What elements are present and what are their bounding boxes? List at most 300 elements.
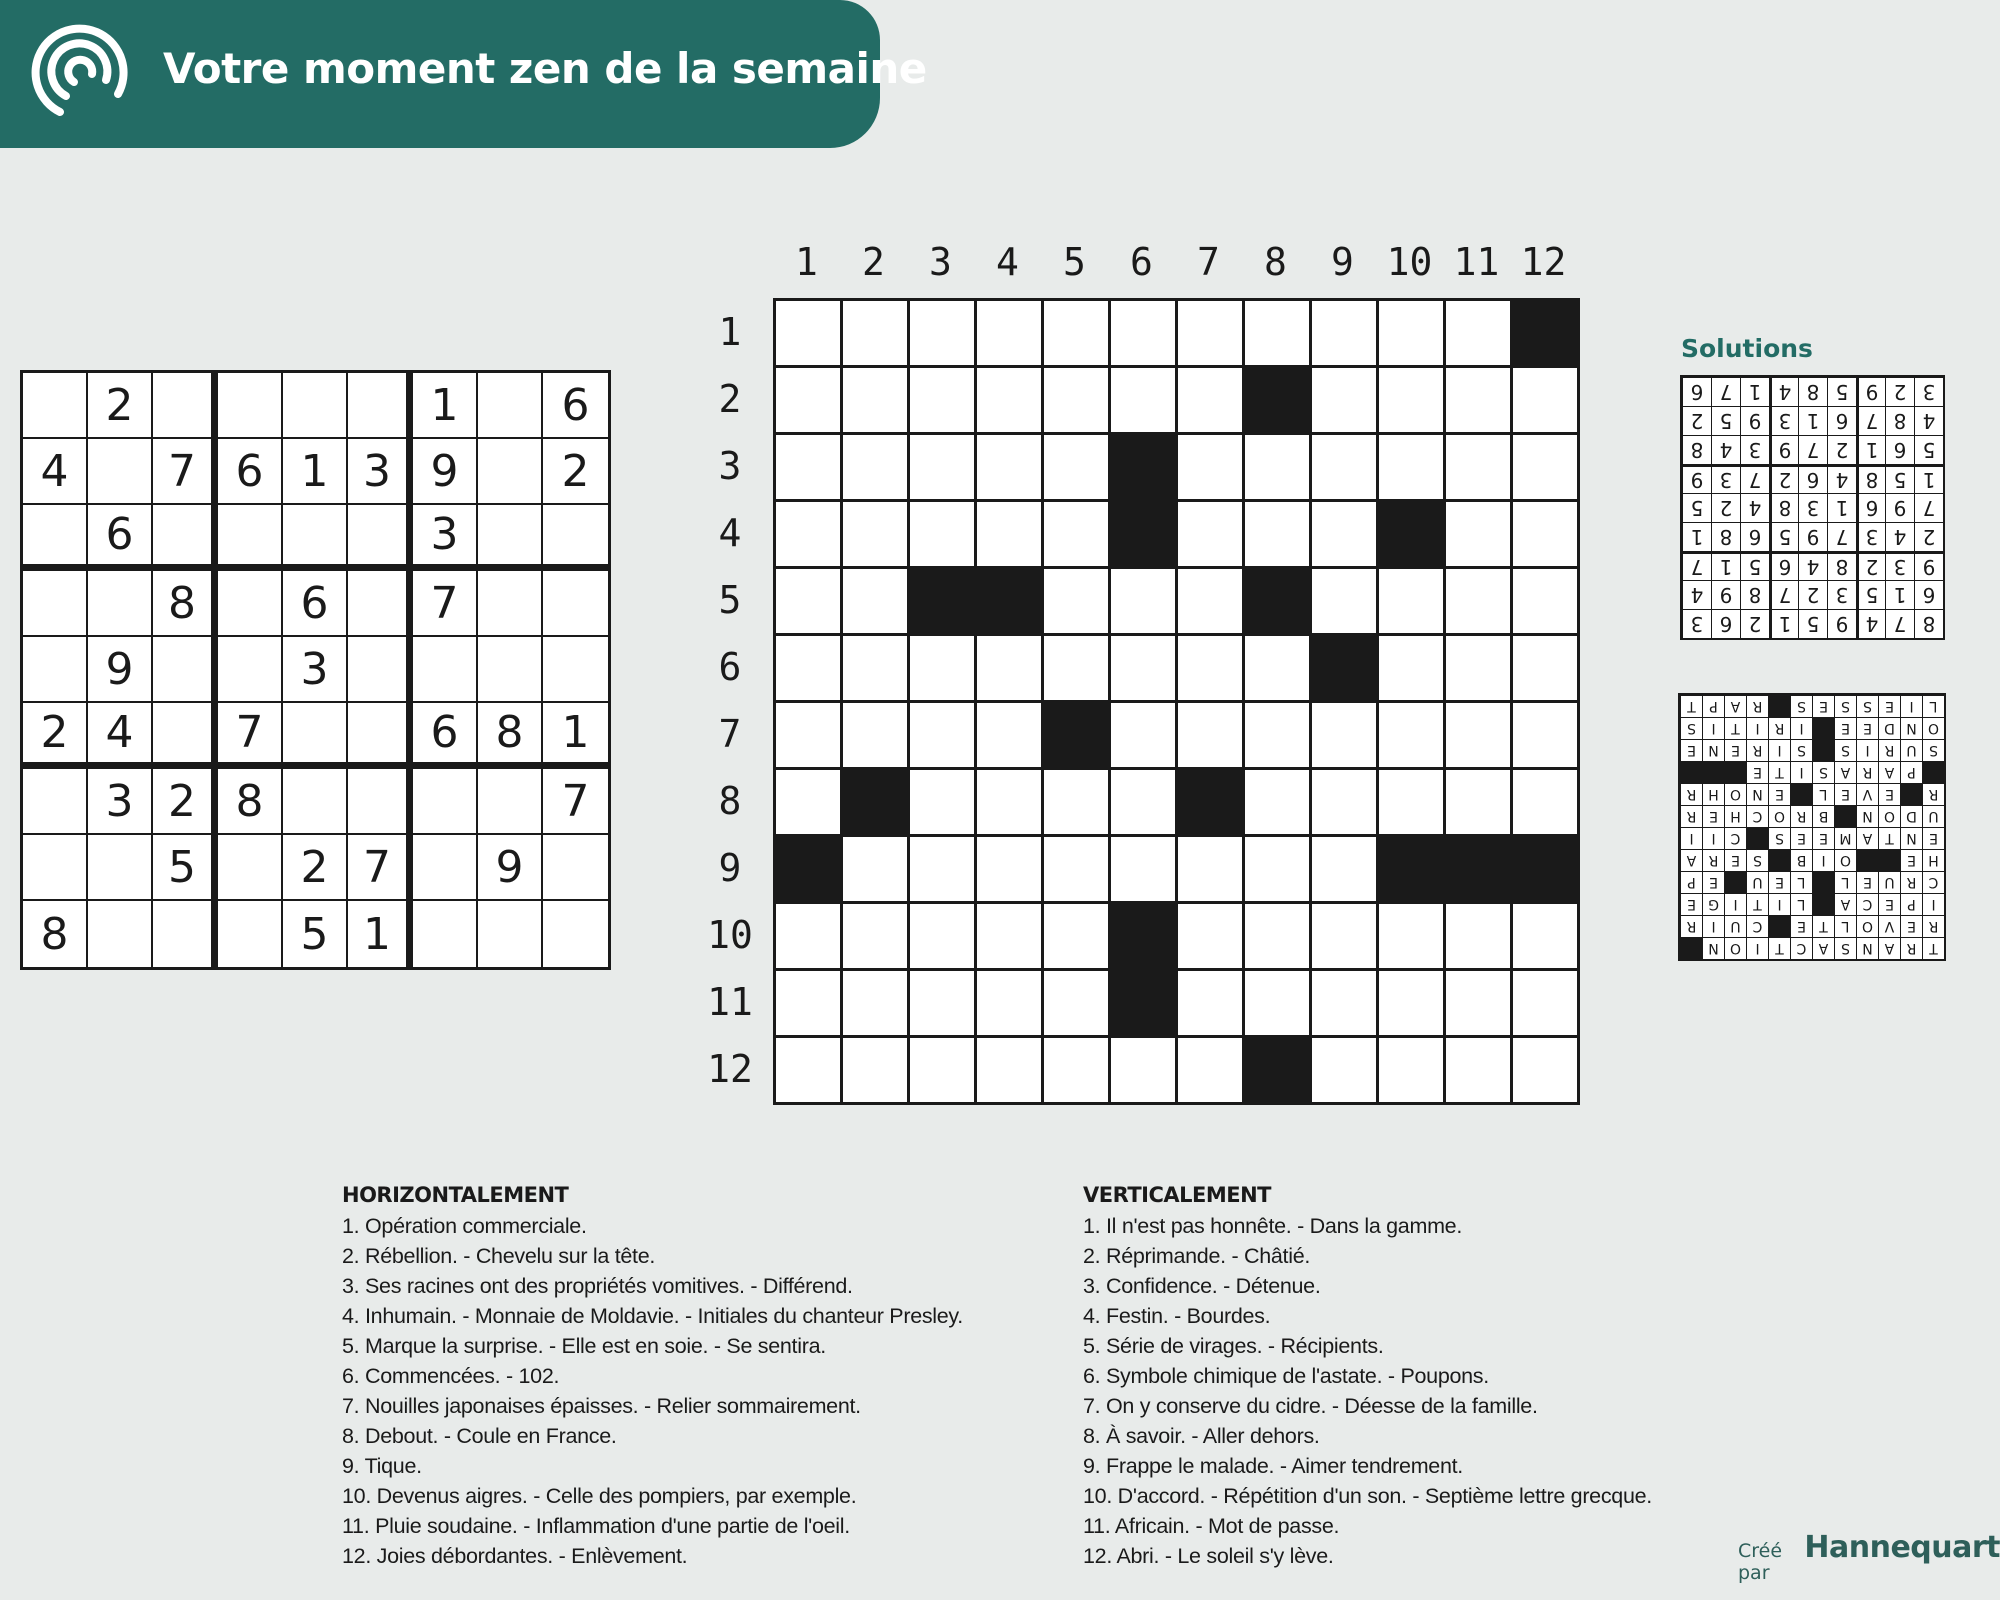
sudoku-solution-cell: 7 — [1856, 406, 1885, 435]
crossword-solution-cell: P — [1900, 893, 1922, 915]
crossword-black-cell — [1245, 1038, 1312, 1105]
crossword-solution-black-cell — [1812, 871, 1834, 893]
crossword-cell — [1044, 301, 1111, 368]
crossword-black-cell — [1111, 502, 1178, 569]
sudoku-cell — [478, 901, 543, 967]
crossword-solution-cell: U — [1724, 915, 1746, 937]
crossword-solution-cell: E — [1834, 717, 1856, 739]
crossword-solution-cell: I — [1702, 717, 1724, 739]
sudoku-cell — [218, 373, 283, 439]
sudoku-cell — [218, 835, 283, 901]
sudoku-solution-cell: 1 — [1682, 522, 1711, 551]
crossword-cell — [843, 904, 910, 971]
crossword-cell — [1312, 1038, 1379, 1105]
crossword-cell — [1111, 636, 1178, 703]
crossword-solution-cell: E — [1834, 783, 1856, 805]
crossword-cell — [1245, 904, 1312, 971]
crossword-black-cell — [776, 837, 843, 904]
crossword-solution-cell: R — [1900, 871, 1922, 893]
crossword-column-number: 12 — [1520, 240, 1567, 284]
crossword-solution-cell: R — [1900, 937, 1922, 959]
sudoku-cell — [88, 439, 153, 505]
page-title: Votre moment zen de la semaine — [163, 44, 927, 93]
crossword-solution-black-cell — [1746, 827, 1768, 849]
sudoku-solution-cell: 3 — [1711, 464, 1740, 493]
crossword-cell — [1111, 837, 1178, 904]
crossword-solution-cell: C — [1724, 827, 1746, 849]
crossword-solution-black-cell — [1878, 849, 1900, 871]
crossword-solution-cell: S — [1856, 695, 1878, 717]
crossword-cell — [776, 770, 843, 837]
crossword-solution-cell: S — [1746, 849, 1768, 871]
crossword-solution-cell: E — [1790, 915, 1812, 937]
crossword-solution-cell: I — [1768, 893, 1790, 915]
sudoku-solution-cell: 4 — [1682, 580, 1711, 609]
crossword-solution-cell: R — [1680, 915, 1702, 937]
crossword-solution-cell: S — [1834, 739, 1856, 761]
crossword-cell — [1111, 770, 1178, 837]
horizontal-clue: 8. Debout. - Coule en France. — [342, 1424, 617, 1448]
crossword-cell — [1446, 435, 1513, 502]
vertical-clue: 3. Confidence. - Détenue. — [1083, 1274, 1321, 1298]
sudoku-cell — [153, 703, 218, 769]
sudoku-cell — [543, 505, 608, 571]
crossword-cell — [1446, 1038, 1513, 1105]
crossword-cell — [910, 971, 977, 1038]
sudoku-cell — [23, 835, 88, 901]
crossword-cell — [1178, 435, 1245, 502]
crossword-solution-cell: N — [1856, 937, 1878, 959]
crossword-solution-black-cell — [1724, 871, 1746, 893]
crossword-solution-cell: R — [1746, 739, 1768, 761]
crossword-solution-cell: U — [1746, 871, 1768, 893]
crossword-cell — [1446, 569, 1513, 636]
crossword-solution-cell: O — [1724, 783, 1746, 805]
crossword-cell — [1178, 569, 1245, 636]
crossword-black-cell — [1379, 837, 1446, 904]
crossword-solution-cell: E — [1812, 827, 1834, 849]
horizontal-clues-title: HORIZONTALEMENT — [342, 1183, 569, 1207]
crossword-cell — [1446, 770, 1513, 837]
crossword-solution-cell: S — [1680, 717, 1702, 739]
crossword-solution-cell: S — [1790, 739, 1812, 761]
sudoku-solution-cell: 6 — [1711, 609, 1740, 638]
sudoku-cell — [348, 769, 413, 835]
crossword-solution-cell: E — [1724, 739, 1746, 761]
crossword-solution-cell: I — [1922, 893, 1944, 915]
crossword-solution-cell: I — [1768, 739, 1790, 761]
sudoku-solution-cell: 7 — [1769, 580, 1798, 609]
crossword-solution-cell: E — [1900, 915, 1922, 937]
crossword-black-cell — [1111, 971, 1178, 1038]
crossword-solution-cell: R — [1922, 915, 1944, 937]
crossword-solution-cell: I — [1746, 717, 1768, 739]
horizontal-clue: 4. Inhumain. - Monnaie de Moldavie. - Initiales du chanteur Presley. — [342, 1304, 963, 1328]
crossword-solution-cell: C — [1746, 805, 1768, 827]
crossword-cell — [910, 904, 977, 971]
vertical-clue: 7. On y conserve du cidre. - Déesse de la famille. — [1083, 1394, 1538, 1418]
crossword-cell — [1379, 569, 1446, 636]
sudoku-solution-cell: 9 — [1827, 609, 1856, 638]
sudoku-cell — [88, 901, 153, 967]
crossword-cell — [843, 636, 910, 703]
crossword-cell — [1379, 435, 1446, 502]
crossword-solution-cell: E — [1922, 827, 1944, 849]
sudoku-solution-cell: 6 — [1856, 493, 1885, 522]
crossword-cell — [1111, 569, 1178, 636]
crossword-column-number: 1 — [795, 240, 818, 284]
crossword-solution-cell: A — [1878, 937, 1900, 959]
crossword-solution-cell: H — [1702, 783, 1724, 805]
crossword-cell — [1513, 636, 1580, 703]
horizontal-clue: 9. Tique. — [342, 1454, 422, 1478]
crossword-solution-cell: A — [1878, 761, 1900, 783]
sudoku-solution-cell: 5 — [1798, 609, 1827, 638]
sudoku-cell — [153, 373, 218, 439]
sudoku-solution-cell: 2 — [1885, 377, 1914, 406]
sudoku-solution-cell: 5 — [1885, 464, 1914, 493]
crossword-cell — [1379, 703, 1446, 770]
sudoku-solution-cell: 2 — [1914, 522, 1943, 551]
sudoku-cell — [543, 835, 608, 901]
crossword-solution-cell: E — [1900, 849, 1922, 871]
crossword-cell — [1446, 368, 1513, 435]
crossword-cell — [1245, 837, 1312, 904]
crossword-cell — [1379, 368, 1446, 435]
crossword-solution-black-cell — [1768, 695, 1790, 717]
crossword-black-cell — [1245, 368, 1312, 435]
sudoku-solution-cell: 3 — [1798, 493, 1827, 522]
sudoku-cell: 3 — [283, 637, 348, 703]
sudoku-cell — [283, 769, 348, 835]
crossword-black-cell — [977, 569, 1044, 636]
crossword-cell — [1245, 435, 1312, 502]
crossword-cell — [1446, 904, 1513, 971]
crossword-cell — [1044, 569, 1111, 636]
sudoku-cell: 7 — [413, 571, 478, 637]
crossword-solution-cell: E — [1680, 893, 1702, 915]
crossword-cell — [910, 1038, 977, 1105]
crossword-black-cell — [1446, 837, 1513, 904]
crossword-cell — [977, 837, 1044, 904]
crossword-solution-cell: E — [1680, 739, 1702, 761]
crossword-black-cell — [1178, 770, 1245, 837]
crossword-solution-black-cell — [1812, 717, 1834, 739]
sudoku-cell — [153, 637, 218, 703]
sudoku-solution-cell: 6 — [1740, 522, 1769, 551]
sudoku-solution-cell: 4 — [1827, 464, 1856, 493]
crossword-cell — [977, 636, 1044, 703]
sudoku-solution-grid — [1680, 375, 1945, 640]
sudoku-cell — [153, 901, 218, 967]
crossword-solution-cell: V — [1856, 783, 1878, 805]
sudoku-solution-cell: 9 — [1740, 406, 1769, 435]
crossword-column-number: 8 — [1264, 240, 1287, 284]
crossword-cell — [1513, 368, 1580, 435]
crossword-cell — [1178, 1038, 1245, 1105]
crossword-solution-cell: M — [1834, 827, 1856, 849]
crossword-solution-cell: I — [1790, 761, 1812, 783]
sudoku-cell — [23, 373, 88, 439]
crossword-cell — [977, 301, 1044, 368]
crossword-solution-cell: I — [1790, 717, 1812, 739]
sudoku-solution-cell: 1 — [1711, 551, 1740, 580]
sudoku-cell: 2 — [543, 439, 608, 505]
sudoku-solution-cell: 7 — [1711, 377, 1740, 406]
vertical-clues-title: VERTICALEMENT — [1083, 1183, 1271, 1207]
crossword-cell — [1312, 837, 1379, 904]
vertical-clue: 1. Il n'est pas honnête. - Dans la gamme. — [1083, 1214, 1463, 1238]
sudoku-solution-cell: 1 — [1740, 377, 1769, 406]
sudoku-solution-cell: 7 — [1740, 464, 1769, 493]
crossword-solution-cell: S — [1790, 695, 1812, 717]
vertical-clue: 5. Série de virages. - Récipients. — [1083, 1334, 1384, 1358]
crossword-solution-cell: T — [1680, 695, 1702, 717]
sudoku-solution-cell: 2 — [1798, 580, 1827, 609]
crossword-cell — [1446, 301, 1513, 368]
vertical-clue: 9. Frappe le malade. - Aimer tendrement. — [1083, 1454, 1463, 1478]
crossword-solution-cell: N — [1900, 717, 1922, 739]
crossword-solution-cell: L — [1834, 915, 1856, 937]
crossword-solution-cell: I — [1812, 849, 1834, 871]
crossword-solution-cell: C — [1922, 871, 1944, 893]
crossword-row-numbers — [700, 298, 760, 1102]
crossword-black-cell — [843, 770, 910, 837]
crossword-cell — [1379, 1038, 1446, 1105]
crossword-solution-cell: P — [1900, 761, 1922, 783]
crossword-solution-cell: L — [1834, 871, 1856, 893]
sudoku-cell — [218, 571, 283, 637]
crossword-cell — [910, 703, 977, 770]
sudoku-solution-cell: 9 — [1856, 377, 1885, 406]
crossword-cell — [977, 770, 1044, 837]
sudoku-cell: 3 — [348, 439, 413, 505]
crossword-cell — [977, 1038, 1044, 1105]
crossword-cell — [1446, 703, 1513, 770]
credit — [1738, 1530, 2000, 1584]
crossword-solution-cell: P — [1680, 871, 1702, 893]
crossword-solution-cell: R — [1702, 849, 1724, 871]
sudoku-solution-cell: 5 — [1856, 580, 1885, 609]
crossword-cell — [843, 1038, 910, 1105]
crossword-solution-cell: A — [1680, 849, 1702, 871]
crossword-cell — [1178, 502, 1245, 569]
header-banner — [0, 0, 927, 148]
crossword-solution-black-cell — [1768, 915, 1790, 937]
crossword-cell — [1312, 368, 1379, 435]
crossword-cell — [1178, 301, 1245, 368]
crossword-black-cell — [1044, 703, 1111, 770]
crossword-cell — [977, 502, 1044, 569]
crossword-column-number: 7 — [1197, 240, 1220, 284]
sudoku-cell: 7 — [153, 439, 218, 505]
crossword-solution-black-cell — [1768, 849, 1790, 871]
crossword-cell — [843, 502, 910, 569]
sudoku-cell — [283, 373, 348, 439]
crossword-cell — [1178, 837, 1245, 904]
sudoku-cell: 2 — [88, 373, 153, 439]
crossword-solution-cell: I — [1746, 937, 1768, 959]
crossword-cell — [1312, 435, 1379, 502]
sudoku-cell — [88, 835, 153, 901]
crossword-solution-cell: T — [1746, 893, 1768, 915]
sudoku-cell: 7 — [543, 769, 608, 835]
crossword-cell — [1178, 636, 1245, 703]
crossword-black-cell — [1513, 837, 1580, 904]
crossword-cell — [1513, 770, 1580, 837]
crossword-cell — [1312, 502, 1379, 569]
crossword-cell — [1044, 770, 1111, 837]
sudoku-cell — [348, 571, 413, 637]
crossword-solution-cell: O — [1834, 849, 1856, 871]
crossword-column-number: 4 — [996, 240, 1019, 284]
solutions-title: Solutions — [1681, 334, 1813, 363]
sudoku-cell: 6 — [88, 505, 153, 571]
sudoku-cell: 5 — [283, 901, 348, 967]
sudoku-solution-cell: 3 — [1740, 435, 1769, 464]
crossword-solution-cell: I — [1702, 915, 1724, 937]
sudoku-cell — [413, 835, 478, 901]
sudoku-cell — [478, 637, 543, 703]
credit-brand-logo: Hannequart — [1804, 1530, 2000, 1565]
sudoku-cell — [413, 769, 478, 835]
crossword-solution-cell: H — [1922, 849, 1944, 871]
crossword-solution-cell: T — [1768, 937, 1790, 959]
crossword-solution-black-cell — [1922, 761, 1944, 783]
horizontal-clue: 7. Nouilles japonaises épaisses. - Relier sommairement. — [342, 1394, 861, 1418]
crossword-cell — [1379, 770, 1446, 837]
crossword-cell — [1312, 904, 1379, 971]
crossword-solution-cell: R — [1856, 761, 1878, 783]
crossword-solution-cell: A — [1812, 937, 1834, 959]
crossword-cell — [1245, 636, 1312, 703]
crossword-cell — [1044, 502, 1111, 569]
crossword-column-number: 6 — [1130, 240, 1153, 284]
crossword-cell — [1312, 703, 1379, 770]
crossword-cell — [843, 368, 910, 435]
concentric-spiral-icon — [30, 24, 134, 128]
crossword-solution-black-cell — [1702, 761, 1724, 783]
crossword-solution-cell: E — [1878, 695, 1900, 717]
crossword-solution-black-cell — [1680, 937, 1702, 959]
crossword-black-cell — [910, 569, 977, 636]
crossword-solution-cell: A — [1834, 761, 1856, 783]
crossword-solution-cell: R — [1790, 805, 1812, 827]
sudoku-solution-cell: 1 — [1827, 493, 1856, 522]
sudoku-cell: 8 — [153, 571, 218, 637]
sudoku-cell: 6 — [543, 373, 608, 439]
sudoku-solution-cell: 8 — [1769, 493, 1798, 522]
crossword-solution-cell: A — [1724, 695, 1746, 717]
sudoku-solution-cell: 3 — [1827, 580, 1856, 609]
crossword-cell — [843, 837, 910, 904]
crossword-cell — [1245, 502, 1312, 569]
crossword-solution-cell: E — [1724, 849, 1746, 871]
sudoku-solution-cell: 8 — [1682, 435, 1711, 464]
crossword-cell — [776, 502, 843, 569]
crossword-solution-cell: B — [1790, 849, 1812, 871]
crossword-cell — [776, 703, 843, 770]
sudoku-solution-cell: 1 — [1914, 464, 1943, 493]
sudoku-cell: 1 — [283, 439, 348, 505]
crossword-column-number: 5 — [1063, 240, 1086, 284]
sudoku-solution-cell: 9 — [1769, 435, 1798, 464]
sudoku-cell: 3 — [413, 505, 478, 571]
sudoku-cell — [348, 505, 413, 571]
sudoku-solution-cell: 8 — [1711, 522, 1740, 551]
crossword-cell — [1044, 1038, 1111, 1105]
crossword-column-number: 11 — [1453, 240, 1500, 284]
crossword-cell — [1044, 435, 1111, 502]
crossword-solution-cell: E — [1856, 871, 1878, 893]
sudoku-solution-cell: 5 — [1914, 435, 1943, 464]
crossword-row-number: 5 — [718, 577, 742, 622]
crossword-cell — [776, 301, 843, 368]
crossword-solution-cell: O — [1768, 805, 1790, 827]
crossword-solution-cell: U — [1922, 805, 1944, 827]
crossword-row-number: 1 — [718, 309, 742, 354]
sudoku-solution-cell: 2 — [1769, 464, 1798, 493]
crossword-solution-black-cell — [1812, 739, 1834, 761]
sudoku-solution-cell: 3 — [1914, 377, 1943, 406]
crossword-cell — [910, 301, 977, 368]
sudoku-solution-cell: 4 — [1914, 406, 1943, 435]
crossword-solution-black-cell — [1856, 849, 1878, 871]
sudoku-solution-cell: 7 — [1914, 493, 1943, 522]
sudoku-solution-cell: 6 — [1914, 580, 1943, 609]
crossword-cell — [1513, 1038, 1580, 1105]
sudoku-solution-cell: 9 — [1914, 551, 1943, 580]
crossword-solution-cell: T — [1724, 717, 1746, 739]
crossword-solution-cell: E — [1878, 893, 1900, 915]
sudoku-solution-cell: 1 — [1856, 435, 1885, 464]
crossword-solution-cell: E — [1790, 827, 1812, 849]
crossword-solution-cell: E — [1768, 783, 1790, 805]
sudoku-solution-cell: 8 — [1798, 377, 1827, 406]
crossword-solution-cell: T — [1812, 915, 1834, 937]
crossword-black-cell — [1379, 502, 1446, 569]
sudoku-cell — [283, 505, 348, 571]
crossword-solution-cell: L — [1790, 893, 1812, 915]
sudoku-solution-cell: 5 — [1827, 377, 1856, 406]
crossword-cell — [1312, 569, 1379, 636]
crossword-solution-cell: O — [1922, 717, 1944, 739]
crossword-cell — [1446, 971, 1513, 1038]
crossword-solution-cell: N — [1702, 739, 1724, 761]
crossword-solution-cell: I — [1702, 827, 1724, 849]
crossword-cell — [843, 971, 910, 1038]
crossword-solution-cell: G — [1702, 893, 1724, 915]
sudoku-cell — [23, 571, 88, 637]
crossword-cell — [776, 569, 843, 636]
sudoku-cell — [23, 505, 88, 571]
crossword-column-number: 10 — [1386, 240, 1433, 284]
sudoku-grid — [20, 370, 611, 970]
crossword-cell — [977, 971, 1044, 1038]
crossword-solution-cell: R — [1922, 783, 1944, 805]
sudoku-cell: 1 — [543, 703, 608, 769]
crossword-solution-cell: S — [1834, 937, 1856, 959]
sudoku-cell: 8 — [23, 901, 88, 967]
crossword-solution-grid — [1678, 693, 1946, 961]
crossword-cell — [1044, 904, 1111, 971]
crossword-row-number: 12 — [707, 1046, 753, 1091]
vertical-clue: 11. Africain. - Mot de passe. — [1083, 1514, 1340, 1538]
horizontal-clue: 2. Rébellion. - Chevelu sur la tête. — [342, 1244, 656, 1268]
sudoku-solution-cell: 9 — [1885, 493, 1914, 522]
crossword-cell — [910, 770, 977, 837]
sudoku-solution-cell: 7 — [1885, 609, 1914, 638]
